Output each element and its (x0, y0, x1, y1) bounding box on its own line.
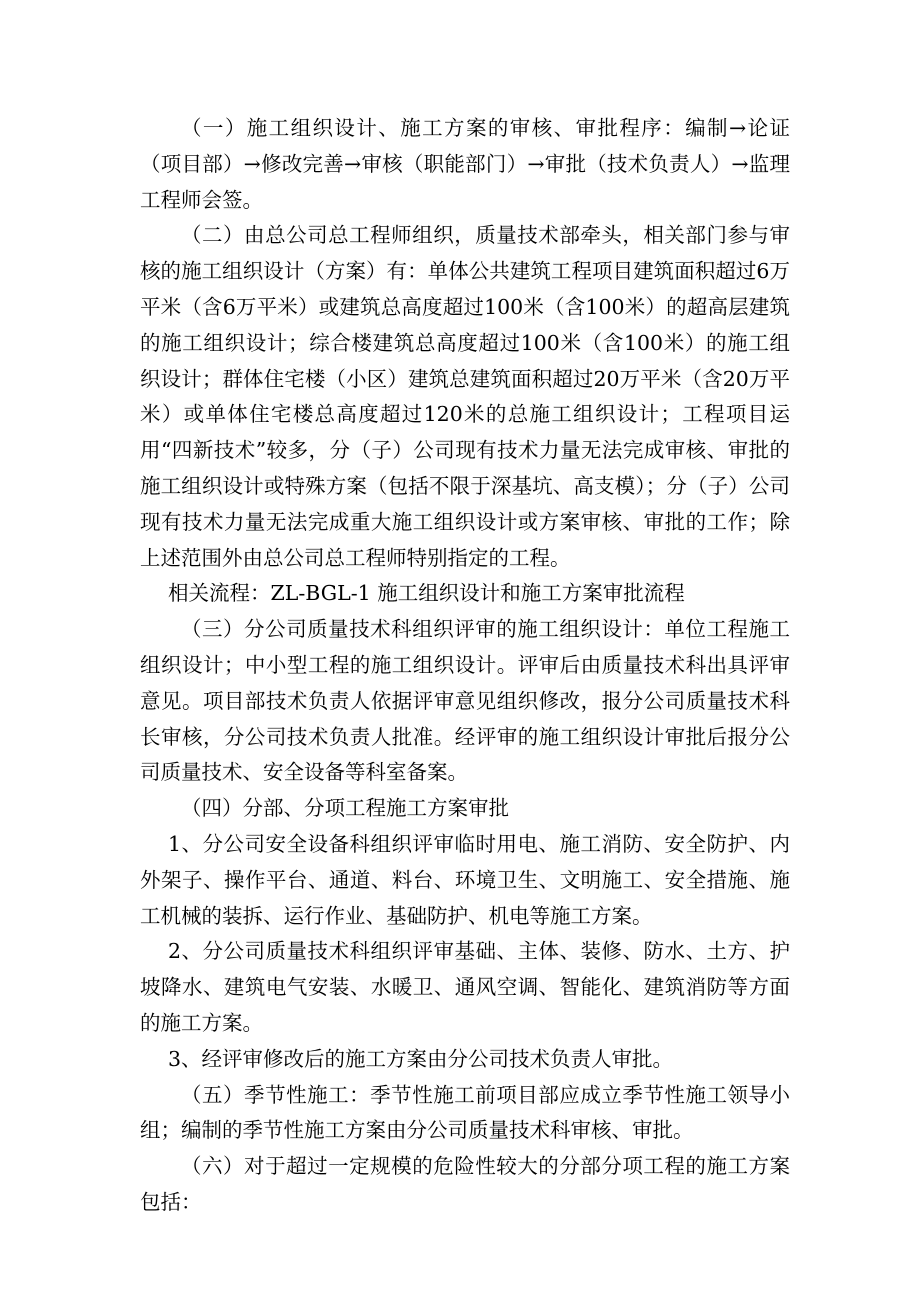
list-item-final-approval: 3、经评审修改后的施工方案由分公司技术负责人审批。 (168, 1046, 674, 1071)
paragraph-headquarters-review: （二）由总公司总工程师组织，质量技术部牵头，相关部门参与审核的施工组织设计（方案）有：单体公共建筑工程项目建筑面积超过6万平米（含6万平米）或建筑总高度超过100米（含100米）的超高层建筑的施工组织设计；综合楼建筑总高度超过100米（含100米）的施工组织设计；群体住宅楼（小区）建筑总建筑面积超过20万平米（含20万平米）或单体住宅楼总高度超过120米的总施工组织设计；工程项目运用“四新技术”较多，分（子）公司现有技术力量无法完成审核、审批的施工组织设计或特殊方案（包括不限于深基坑、高支模）；分（子）公司现有技术力量无法完成重大施工组织设计或方案审核、审批的工作；除上述范围外由总公司总工程师特别指定的工程。 (140, 223, 790, 570)
paragraph-subsection-heading: （四）分部、分项工程施工方案审批 (181, 796, 509, 821)
paragraph-branch-review: （三）分公司质量技术科组织评审的施工组织设计：单位工程施工组织设计；中小型工程的施工组织设计。评审后由质量技术科出具评审意见。项目部技术负责人依据评审意见组织修改，报分公司质量技术科长审核，分公司技术负责人批准。经评审的施工组织设计审批后报分公司质量技术、安全设备等科室备案。 (140, 617, 790, 785)
list-item-quality-review: 2、分公司质量技术科组织评审基础、主体、装修、防水、土方、护坡降水、建筑电气安装、水暖卫、通风空调、智能化、建筑消防等方面的施工方案。 (140, 939, 790, 1035)
list-item-safety-review: 1、分公司安全设备科组织评审临时用电、施工消防、安全防护、内外架子、操作平台、通道、料台、环境卫生、文明施工、安全措施、施工机械的装拆、运行作业、基础防护、机电等施工方案。 (140, 831, 790, 928)
paragraph-related-process: 相关流程：ZL-BGL-1 施工组织设计和施工方案审批流程 (168, 581, 685, 606)
document-page (140, 111, 790, 1221)
paragraph-approval-procedure: （一）施工组织设计、施工方案的审核、审批程序：编制→论证（项目部）→修改完善→审核（职能部门）→审批（技术负责人）→监理工程师会签。 (140, 116, 790, 212)
paragraph-seasonal-construction: （五）季节性施工：季节性施工前项目部应成立季节性施工领导小组；编制的季节性施工方案由分公司质量技术科审核、审批。 (140, 1082, 790, 1143)
paragraph-hazardous-works: （六）对于超过一定规模的危险性较大的分部分项工程的施工方案包括： (140, 1154, 790, 1214)
